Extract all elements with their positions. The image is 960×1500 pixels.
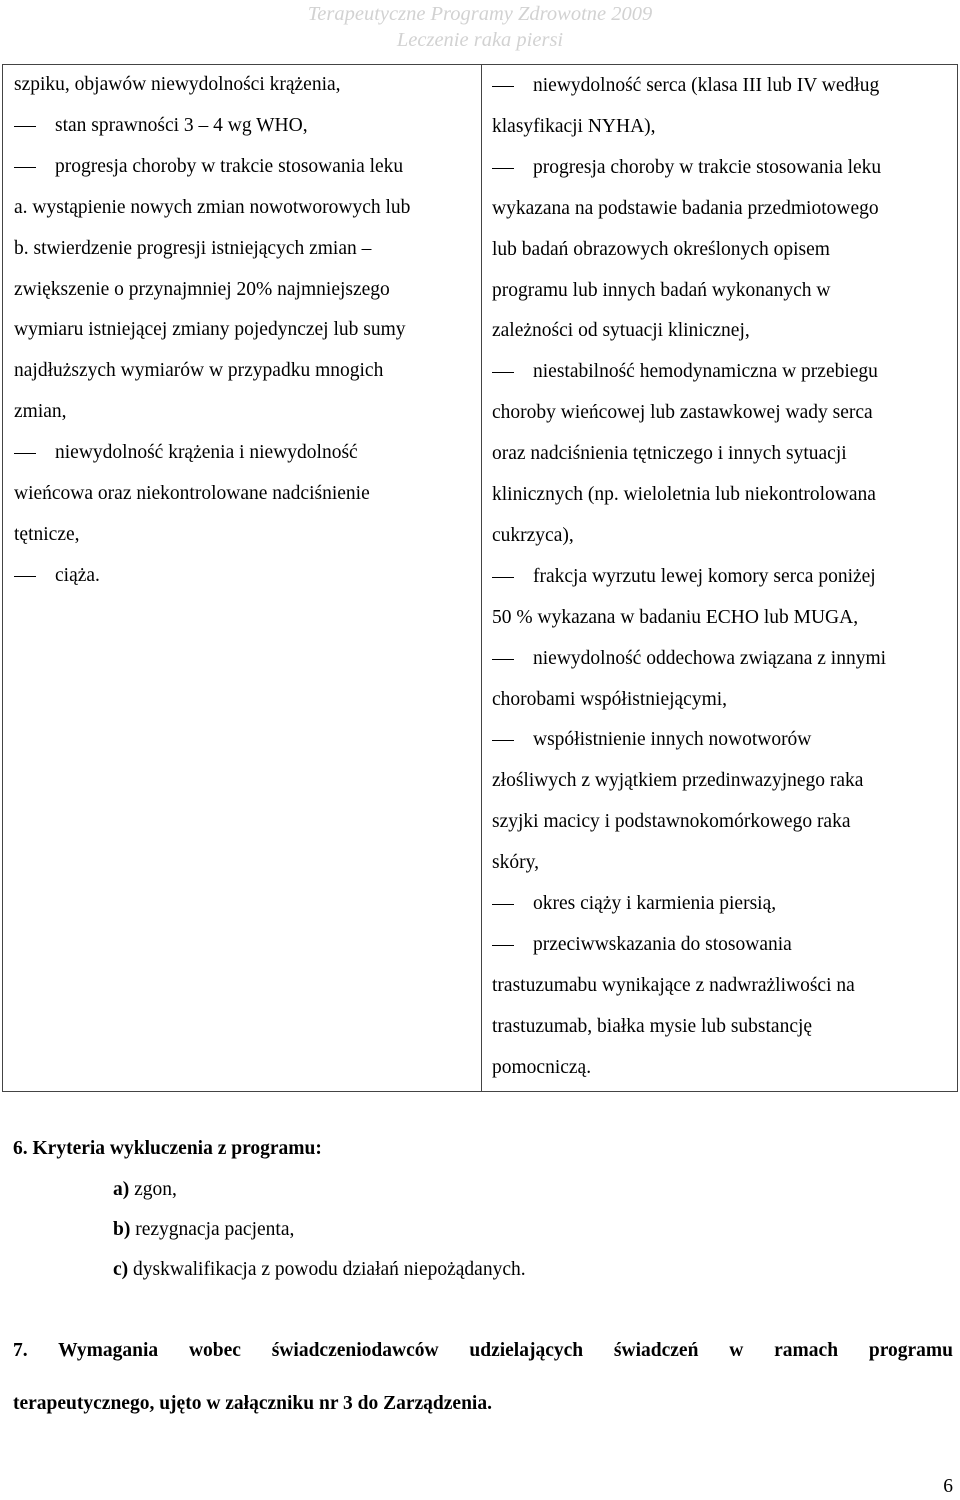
criteria-line-text: szpiku, objawów niewydolności krążenia, [14,74,341,95]
dash-bullet [492,904,514,905]
dash-bullet [492,740,514,741]
section7-line-1: 7. Wymagania wobec świadczeniodawców udzielających świadczeń w ramach programu [13,1340,953,1361]
column-divider [481,65,482,1091]
criteria-line-text: tętnicze, [14,523,80,545]
criteria-line-text: trastuzumab, białka mysie lub substancję [492,1015,813,1037]
item-marker: b) [113,1219,131,1240]
criteria-line-text: niestabilność hemodynamiczna w przebiegu [533,361,878,383]
section6-item-b [113,1218,294,1242]
section6-item-a [113,1178,177,1202]
section6-item-c [113,1258,526,1282]
criteria-line-text: oraz nadciśnienia tętniczego i innych sytuacji [492,443,847,465]
criteria-line-text: ciąża. [55,564,100,586]
section7-line-2: terapeutycznego, ujęto w załączniku nr 3 do Zarządzenia. [13,1393,492,1414]
criteria-line-text: niewydolność serca (klasa III lub IV według [533,75,880,96]
criteria-line-text: lub badań obrazowych określonych opisem [492,238,830,260]
criteria-line-text: złośliwych z wyjątkiem przedinwazyjnego raka [492,770,864,792]
criteria-line-text: choroby wieńcowej lub zastawkowej wady serca [492,402,873,424]
criteria-line-text: b. stwierdzenie progresji istniejących zmian – [14,237,372,259]
item-marker: c) [113,1259,129,1280]
item-text: rezygnacja pacjenta, [130,1219,295,1240]
dash-bullet [14,453,36,454]
criteria-line-text: klasyfikacji NYHA), [492,115,656,137]
dash-bullet [492,659,514,660]
criteria-line-text: okres ciąży i karmienia piersią, [533,893,777,914]
criteria-line-text: wymiaru istniejącej zmiany pojedynczej lub sumy [14,319,406,341]
criteria-line-text: progresja choroby w trakcie stosowania leku [55,155,404,177]
dash-bullet [492,577,514,578]
criteria-line-text: przeciwwskazania do stosowania [533,933,792,955]
criteria-line-text: cukrzyca), [492,524,574,546]
criteria-line-text: zwiększenie o przynajmniej 20% najmniejszego [14,278,390,300]
criteria-line-text: programu lub innych badań wykonanych w [492,279,831,301]
criteria-line-text: wykazana na podstawie badania przedmiotowego [492,197,879,219]
item-marker: a) [113,1179,130,1200]
criteria-line-text: niewydolność oddechowa związana z innymi [533,647,887,669]
section6-heading: 6. Kryteria wykluczenia z programu: [13,1138,322,1159]
criteria-line-text: współistnienie innych nowotworów [533,729,812,751]
running-header-subtitle: Leczenie raka piersi [396,29,564,51]
running-header-title: Terapeutyczne Programy Zdrowotne 2009 [307,3,653,25]
criteria-line-text: szyjki macicy i podstawnokomórkowego raka [492,811,851,833]
criteria-line-text: progresja choroby w trakcie stosowania leku [533,156,882,178]
criteria-line-text: najdłuższych wymiarów w przypadku mnogich [14,360,384,382]
dash-bullet [14,126,36,127]
criteria-line-text: wieńcowa oraz niekontrolowane nadciśnienie [14,483,370,504]
item-text: zgon, [129,1179,177,1200]
criteria-line-text: pomocniczą. [492,1056,592,1078]
item-text: dyskwalifikacja z powodu działań niepożądanych. [128,1259,526,1280]
criteria-line-text: zmian, [14,401,67,423]
criteria-line-text: klinicznych (np. wieloletnia lub niekontrolowana [492,484,876,505]
dash-bullet [492,372,514,373]
criteria-line-text: frakcja wyrzutu lewej komory serca poniżej [533,565,876,587]
criteria-line-text: skóry, [492,852,539,874]
dash-bullet [492,945,514,946]
dash-bullet [492,86,514,87]
dash-bullet [492,168,514,169]
criteria-line-text: chorobami współistniejącymi, [492,688,728,710]
dash-bullet [14,576,36,577]
criteria-line-text: a. wystąpienie nowych zmian nowotworowych lub [14,196,411,218]
criteria-line-text: niewydolność krążenia i niewydolność [55,442,358,464]
dash-bullet [14,167,36,168]
criteria-table [2,64,958,1092]
criteria-line-text: stan sprawności 3 – 4 wg WHO, [55,114,308,136]
criteria-line-text: trastuzumabu wynikające z nadwrażliwości na [492,974,855,996]
criteria-line-text: 50 % wykazana w badaniu ECHO lub MUGA, [492,606,859,628]
criteria-line-text: zależności od sytuacji klinicznej, [492,320,750,342]
page-number: 6 [943,1476,953,1497]
